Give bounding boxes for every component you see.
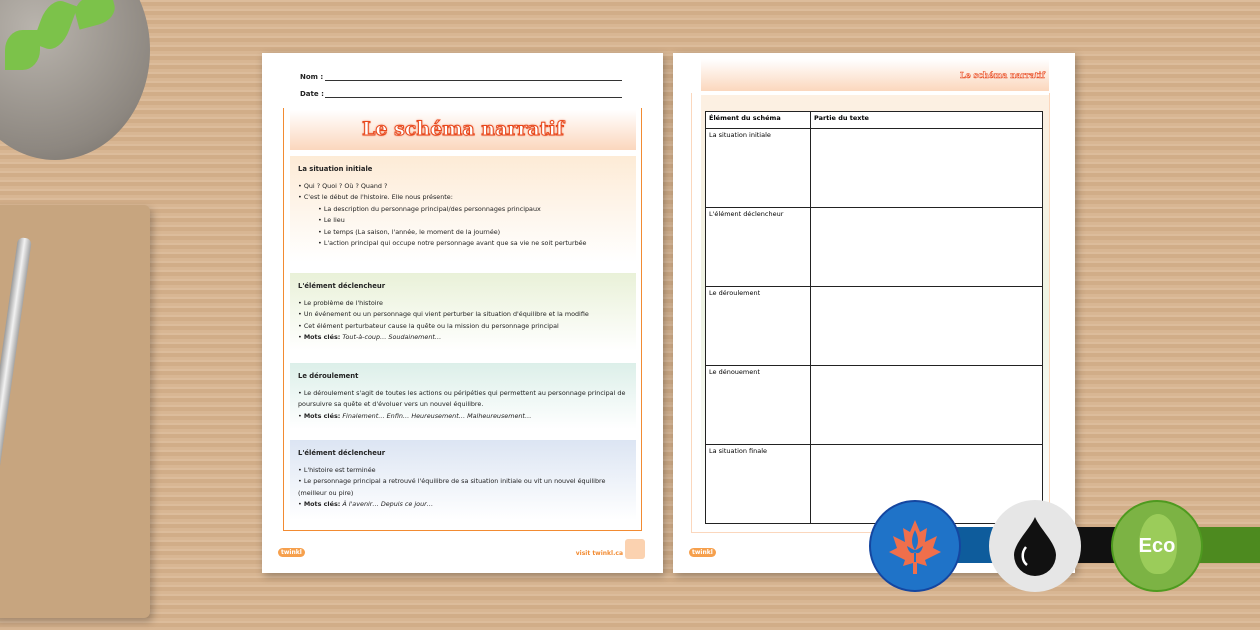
answer-cell[interactable] bbox=[811, 129, 1043, 208]
answer-cell[interactable] bbox=[811, 208, 1043, 287]
ink-drop-icon bbox=[1010, 515, 1060, 577]
twinkl-logo: twinkl bbox=[278, 548, 305, 557]
section-situation-initiale bbox=[290, 156, 636, 262]
section-deroulement bbox=[290, 363, 636, 429]
bullet: • Un événement ou un personnage qui vient perturber la situation d'équilibre et la modifie bbox=[298, 309, 628, 321]
header-title: Le schéma narratif bbox=[959, 70, 1045, 80]
badge-bar-green bbox=[1195, 527, 1260, 563]
section-heading: L'élément déclencheur bbox=[298, 449, 386, 457]
maple-leaf-fleur-de-lis-icon bbox=[885, 516, 945, 576]
keywords-text: Finalement… Enfin… Heureusement… Malheureusement… bbox=[342, 411, 532, 420]
canada-badge bbox=[869, 500, 961, 592]
bullet: • Le personnage principal a retrouvé l'équilibre de sa situation initiale ou vit un nouvel équilibre (meilleur ou pire) bbox=[298, 476, 628, 499]
header-band bbox=[701, 59, 1049, 91]
section-heading: L'élément déclencheur bbox=[298, 282, 386, 290]
page-title: Le schéma narratif bbox=[362, 118, 564, 140]
plant-pot bbox=[0, 0, 150, 160]
keywords bbox=[298, 499, 628, 511]
keywords-text: À l'avenir… Depuis ce jour… bbox=[342, 500, 434, 508]
name-label: Nom : bbox=[300, 73, 324, 81]
sub-bullet: • La description du personnage principal/des personnages principaux bbox=[298, 204, 628, 216]
name-field[interactable] bbox=[325, 80, 622, 81]
narrative-table bbox=[705, 111, 1043, 524]
sub-bullet: • L'action principal qui occupe notre personnage avant que sa vie ne soit perturbée bbox=[298, 238, 628, 250]
answer-cell[interactable] bbox=[811, 287, 1043, 366]
column-header: Partie du texte bbox=[811, 112, 1043, 129]
twinkl-badge-icon bbox=[625, 539, 645, 559]
column-header: Élément du schéma bbox=[706, 112, 811, 129]
bullet: • Qui ? Quoi ? Où ? Quand ? bbox=[298, 181, 628, 193]
row-label: Le déroulement bbox=[706, 287, 811, 366]
bullet: • L'histoire est terminée bbox=[298, 465, 628, 477]
row-label: Le dénouement bbox=[706, 366, 811, 445]
date-field[interactable] bbox=[325, 97, 622, 98]
section-denouement bbox=[290, 440, 636, 520]
bullet: • Le déroulement s'agit de toutes les actions ou péripéties qui permettent au personnage principal de poursuivre sa quête et d'évoluer vers un nouvel équilibre. bbox=[298, 388, 628, 411]
date-label: Date : bbox=[300, 90, 324, 98]
section-heading: La situation initiale bbox=[298, 165, 373, 173]
sub-bullet: • Le lieu bbox=[298, 215, 628, 227]
keywords bbox=[298, 332, 628, 344]
row-label: La situation initiale bbox=[706, 129, 811, 208]
ink-badge bbox=[989, 500, 1081, 592]
eco-badge bbox=[1111, 500, 1203, 592]
keywords bbox=[298, 411, 628, 423]
title-band bbox=[290, 110, 636, 150]
plant-leaf bbox=[5, 30, 40, 70]
row-label: L'élément déclencheur bbox=[706, 208, 811, 287]
answer-cell[interactable] bbox=[811, 366, 1043, 445]
section-heading: Le déroulement bbox=[298, 372, 359, 380]
table-page bbox=[673, 53, 1075, 573]
keywords-label: Mots clés: bbox=[303, 500, 341, 508]
worksheet-page bbox=[262, 53, 663, 573]
sub-bullet: • Le temps (La saison, l'année, le moment de la journée) bbox=[298, 227, 628, 239]
footer-url: visit twinkl.ca bbox=[575, 550, 623, 557]
row-label: La situation finale bbox=[706, 445, 811, 524]
section-element-declencheur bbox=[290, 273, 636, 351]
keywords-text: Tout-à-coup… Soudainement… bbox=[342, 333, 442, 341]
bullet: • Cet élément perturbateur cause la quête ou la mission du personnage principal bbox=[298, 321, 628, 333]
bullet: • C'est le début de l'histoire. Elle nous présente: bbox=[298, 192, 628, 204]
keywords-label: Mots clés: bbox=[303, 411, 341, 420]
bullet: • Le problème de l'histoire bbox=[298, 298, 628, 310]
eco-label: Eco bbox=[1138, 534, 1176, 557]
keywords-label: Mots clés: bbox=[303, 333, 341, 341]
twinkl-logo: twinkl bbox=[689, 548, 716, 557]
